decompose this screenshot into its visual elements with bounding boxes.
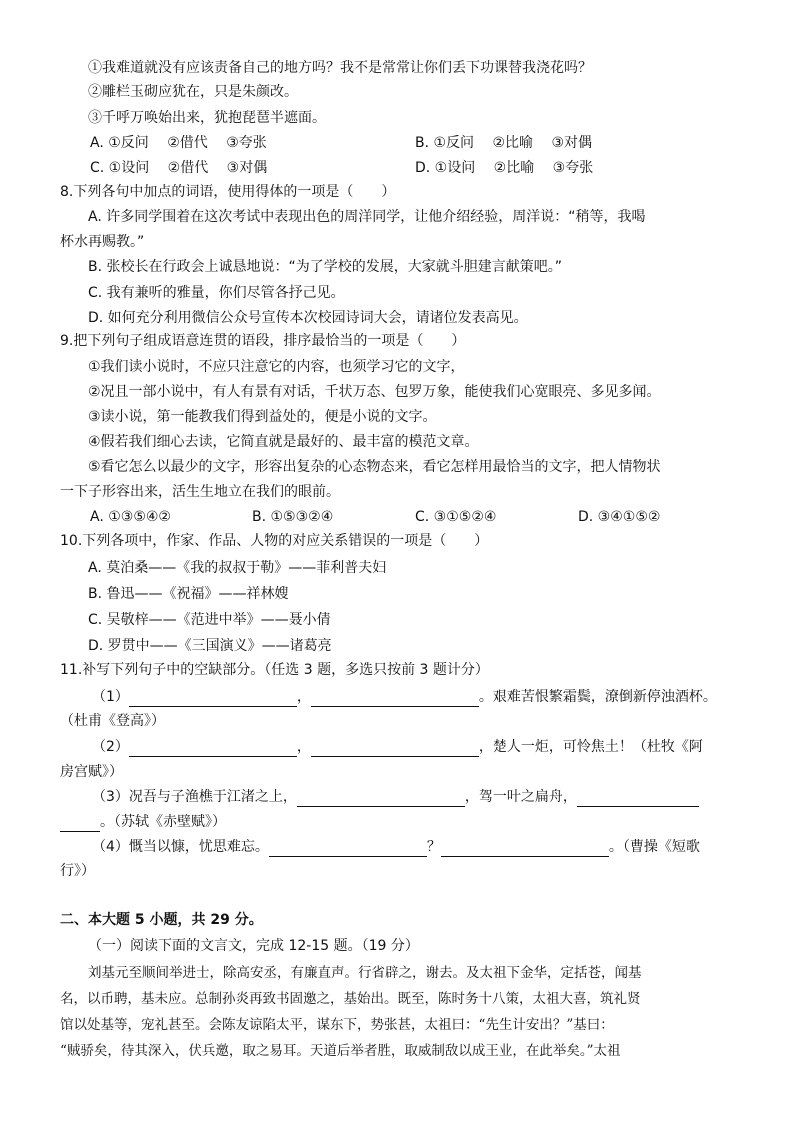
q9-option-d: D. ③④①⑤② [578, 509, 661, 525]
q8-option-d: D. 如何充分利用微信公众号宣传本次校园诗词大会，请诸位发表高见。 [88, 310, 528, 326]
q11-item-1-separator: ， [296, 689, 311, 705]
q9-sentence-5-line1: ⑤看它怎么以最少的文字，形容出复杂的心态物态来，看它怎样用最恰当的文字，把人情物状 [88, 459, 661, 475]
q11-item-2-number: （2） [92, 739, 129, 755]
q7-option-b: B. ①反问 ②比喻 ③对偶 [415, 135, 593, 151]
q9-sentence-4: ④假若我们细心去读，它简直就是最好的、最丰富的模范文章。 [88, 434, 479, 450]
q10-option-d: D. 罗贯中——《三国演义》——诸葛亮 [88, 638, 332, 654]
q9-option-c: C. ③①⑤②④ [415, 509, 497, 525]
q9-sentence-3: ③读小说，第一能教我们得到益处的，便是小说的文字。 [88, 409, 437, 425]
q11-item-1-blank-b[interactable] [311, 690, 479, 707]
q9-option-a: A. ①③⑤④② [90, 509, 171, 525]
q11-item-1-tail: 。艰难苦恨繁霜鬓，潦倒新停浊酒杯。 [478, 689, 717, 705]
q11-item-4-blank-a[interactable] [269, 840, 427, 857]
q7-option-c: C. ①设问 ②借代 ③对偶 [90, 160, 268, 176]
section-2-subtitle: （一）阅读下面的文言文，完成 12-15 题。（19 分） [88, 938, 419, 954]
q10-option-a: A. 莫泊桑——《我的叔叔于勒》——菲利普夫妇 [88, 560, 387, 576]
q9-option-b: B. ①⑤③②④ [252, 509, 334, 525]
q7-option-d: D. ①设问 ②比喻 ③夸张 [415, 160, 594, 176]
q11-item-1-number: （1） [92, 689, 129, 705]
q11-item-3-blank-b-continued[interactable] [60, 815, 100, 832]
q11-item-2-separator: ， [296, 739, 311, 755]
q11-item-1-blank-a[interactable] [129, 690, 297, 707]
q11-item-2-blank-a[interactable] [129, 740, 297, 757]
q9-sentence-2: ②况且一部小说中，有人有景有对话，千状万态、包罗万象，能使我们心宽眼亮、多见多闻。 [88, 384, 661, 400]
q7-option-a: A. ①反问 ②借代 ③夸张 [90, 135, 267, 151]
q11-item-1-source: （杜甫《登高》） [60, 713, 165, 729]
q11-item-2-source: 房宫赋》） [60, 764, 123, 780]
q11-item-4 [92, 837, 700, 857]
q11-item-4-tail: 。（曹操《短歌 [608, 839, 700, 855]
q9-sentence-5-line2: 一下子形容出来，活生生地立在我们的眼前。 [60, 484, 340, 500]
q11-item-1 [92, 687, 717, 707]
q8-stem: 8.下列各句中加点的词语，使用得体的一项是（ ） [60, 184, 396, 200]
q8-option-b: B. 张校长在行政会上诚恳地说：“为了学校的发展，大家就斗胆建言献策吧。” [88, 259, 563, 275]
q11-item-4-question-mark: ？ [426, 839, 441, 855]
q11-item-4-head: （4）慨当以慷，忧思难忘。 [92, 839, 269, 855]
q11-item-3-middle: ，驾一叶之扁舟， [464, 789, 577, 805]
q9-stem: 9.把下列句子组成语意连贯的语段，排序最恰当的一项是（ ） [60, 333, 466, 349]
q8-option-a-line2: 杯水再赐教。” [60, 234, 145, 250]
section-2-title: 二、本大题 5 小题，共 29 分。 [60, 912, 263, 928]
q7-sentence-2: ②雕栏玉砌应犹在，只是朱颜改。 [88, 84, 298, 100]
passage-line-1: 刘基元至顺间举进士，除高安丞，有廉直声。行省辟之，谢去。及太祖下金华，定括苍，闻基 [88, 965, 642, 981]
q8-option-c: C. 我有兼听的雅量，你们尽管各抒己见。 [88, 285, 345, 301]
q11-item-2 [92, 737, 703, 757]
q11-item-3-head: （3）况吾与子渔樵于江渚之上， [92, 789, 297, 805]
q10-option-b: B. 鲁迅——《祝福》——祥林嫂 [88, 586, 289, 602]
q11-stem: 11.补写下列句子中的空缺部分。（任选 3 题，多选只按前 3 题计分） [60, 662, 489, 678]
q11-item-3-source: 。（苏轼《赤壁赋》） [100, 814, 226, 830]
q8-option-a-line1: A. 许多同学围着在这次考试中表现出色的周洋同学，让他介绍经验，周洋说：“稍等，我喝 [88, 209, 646, 225]
q7-sentence-1: ①我难道就没有应该责备自己的地方吗？我不是常常让你们丢下功课替我浇花吗？ [88, 60, 592, 76]
q11-item-3-blank-b[interactable] [577, 790, 699, 807]
passage-line-4: “贼骄矣，待其深入，伏兵邀，取之易耳。天道后举者胜，取威制敌以成王业，在此举矣。”太祖 [60, 1043, 621, 1059]
passage-line-2: 名，以币聘，基未应。总制孙炎再致书固邀之，基始出。既至，陈时务十八策，太祖大喜，筑礼贤 [60, 991, 641, 1007]
q11-item-2-tail: ，楚人一炬，可怜焦土！（杜牧《阿 [478, 739, 703, 755]
q11-item-4-source: 行》） [60, 863, 95, 879]
q11-item-4-blank-b[interactable] [441, 840, 609, 857]
q10-option-c: C. 吴敬梓——《范进中举》——聂小倩 [88, 612, 331, 628]
q11-item-3 [92, 787, 699, 807]
passage-line-3: 馆以处基等，宠礼甚至。会陈友谅陷太平，谋东下，势张甚，太祖曰：“先生计安出？”基曰： [60, 1017, 614, 1033]
q10-stem: 10.下列各项中，作家、作品、人物的对应关系错误的一项是（ ） [60, 533, 489, 549]
q11-item-3-line2 [60, 812, 226, 832]
q9-sentence-1: ①我们读小说时，不应只注意它的内容，也须学习它的文字， [88, 359, 465, 375]
q11-item-2-blank-b[interactable] [311, 740, 479, 757]
q11-item-3-blank-a[interactable] [297, 790, 465, 807]
q7-sentence-3: ③千呼万唤始出来，犹抱琵琶半遮面。 [88, 110, 326, 126]
